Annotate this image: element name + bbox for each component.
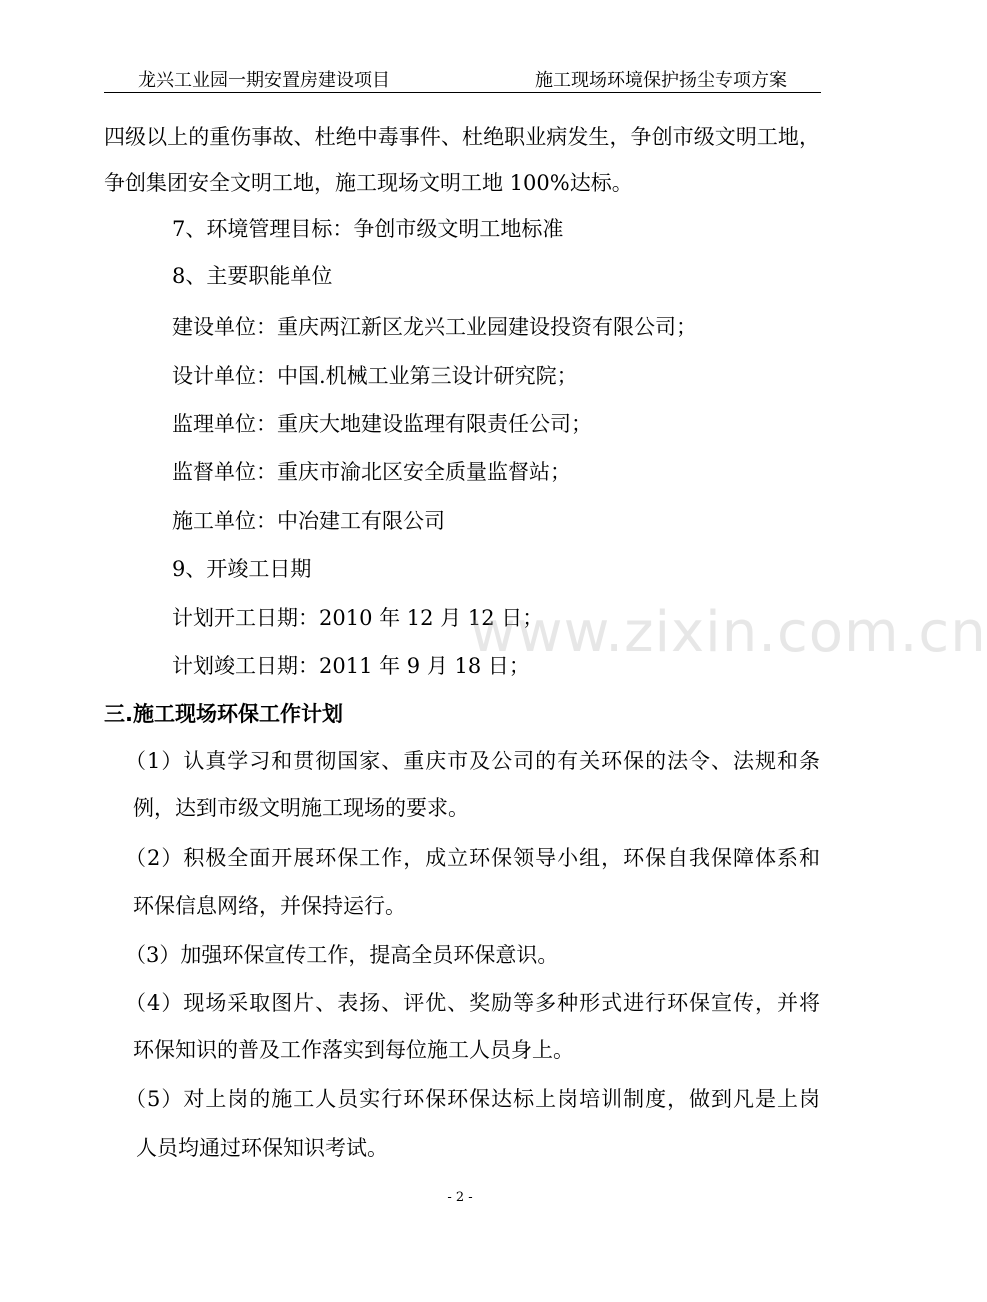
body-line-2: 争创集团安全文明工地，施工现场文明工地 100%达标。 <box>104 171 633 195</box>
design-unit: 设计单位：中国.机械工业第三设计研究院； <box>172 364 578 388</box>
section-9-title: 9、开竣工日期 <box>172 557 312 581</box>
section-3-heading: 三.施工现场环保工作计划 <box>104 702 343 726</box>
plan-item-3: （3）加强环保宣传工作，提高全员环保意识。 <box>125 943 559 967</box>
plan-item-4-line-2: 环保知识的普及工作落实到每位施工人员身上。 <box>133 1038 574 1062</box>
plan-item-2-line-2: 环保信息网络，并保持运行。 <box>133 894 406 918</box>
body-line-1: 四级以上的重伤事故、杜绝中毒事件、杜绝职业病发生，争创市级文明工地， <box>104 125 820 149</box>
supervision-unit: 监理单位：重庆大地建设监理有限责任公司； <box>172 412 592 436</box>
page-header <box>104 62 821 93</box>
header-project-title: 龙兴工业园一期安置房建设项目 <box>138 70 390 91</box>
planned-completion-date: 计划竣工日期：2011 年 9 月 18 日； <box>172 654 530 678</box>
page-number: - 2 - <box>447 1190 473 1205</box>
watermark: www.zixin.com.cn <box>470 600 987 665</box>
plan-item-2-line-1: （2）积极全面开展环保工作，成立环保领导小组，环保自我保障体系和 <box>125 846 820 870</box>
header-document-title: 施工现场环境保护扬尘专项方案 <box>535 70 787 91</box>
plan-item-4-line-1: （4）现场采取图片、表扬、评优、奖励等多种形式进行环保宣传，并将 <box>125 991 820 1015</box>
plan-item-1-line-2: 例，达到市级文明施工现场的要求。 <box>133 796 469 820</box>
section-8-title: 8、主要职能单位 <box>172 264 333 288</box>
plan-item-1-line-1: （1）认真学习和贯彻国家、重庆市及公司的有关环保的法令、法规和条 <box>125 749 820 773</box>
plan-item-5-line-2: 人员均通过环保知识考试。 <box>136 1136 388 1160</box>
planned-start-date: 计划开工日期：2010 年 12 月 12 日； <box>172 606 544 630</box>
plan-item-5-line-1: （5）对上岗的施工人员实行环保环保达标上岗培训制度，做到凡是上岗 <box>125 1087 820 1111</box>
contractor-unit: 施工单位：中冶建工有限公司 <box>172 509 445 533</box>
oversight-unit: 监督单位：重庆市渝北区安全质量监督站； <box>172 460 571 484</box>
environment-target: 7、环境管理目标：争创市级文明工地标准 <box>172 217 564 241</box>
construction-unit: 建设单位：重庆两江新区龙兴工业园建设投资有限公司； <box>172 315 697 339</box>
